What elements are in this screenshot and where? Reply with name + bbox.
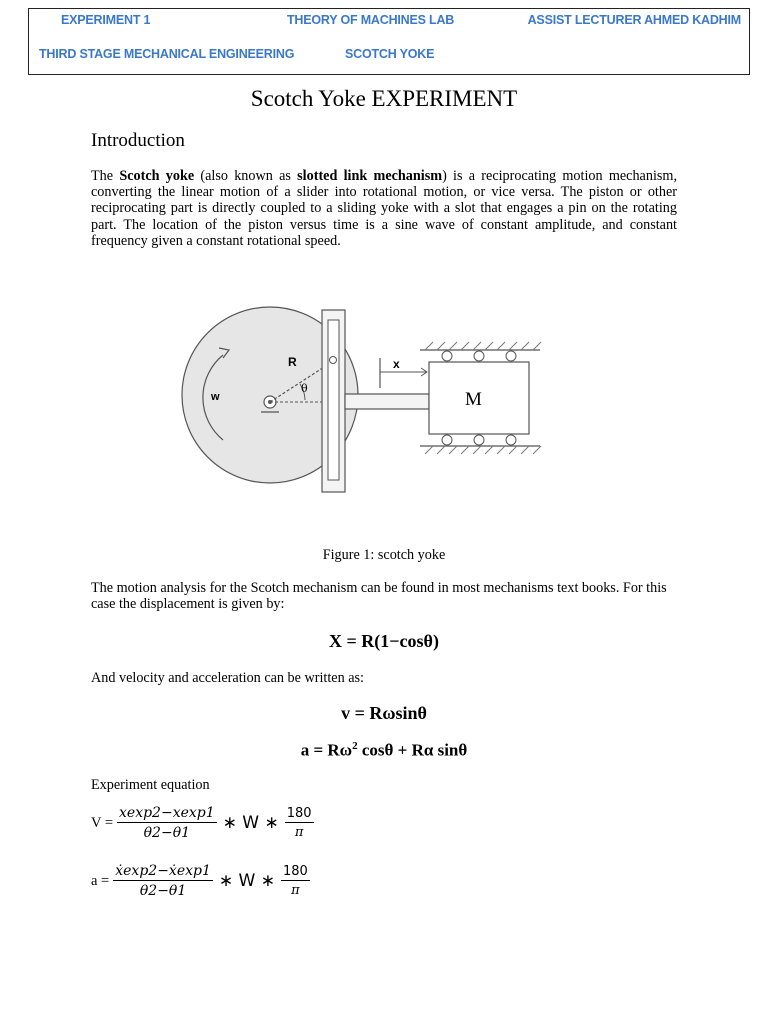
scotch-yoke-figure — [175, 300, 555, 500]
acceleration-equation: $a = R\omega^2$ cosθ + Rα sinθ — [300, 740, 468, 760]
header-lab-name: THEORY OF MACHINES LAB — [287, 13, 455, 27]
page-header — [28, 8, 750, 75]
label-x: x — [393, 357, 400, 371]
term-scotch-yoke: Scotch yoke — [119, 168, 195, 184]
displacement-equation: X = R(1−cosθ) — [329, 631, 439, 651]
a-numerator: ẋexp2−ẋexp1 — [115, 863, 211, 879]
figure-caption: Figure 1: scotch yoke — [322, 547, 446, 563]
acceleration-experiment-equation — [91, 863, 314, 899]
label-theta: θ — [301, 382, 308, 395]
label-r: R — [288, 355, 297, 369]
header-experiment-number: EXPERIMENT 1 — [61, 13, 151, 27]
term-slotted-link: slotted link mechanism — [297, 168, 443, 184]
a-fraction — [113, 863, 213, 899]
page-title: Scotch Yoke EXPERIMENT — [250, 86, 518, 111]
v-lhs: V = — [91, 814, 114, 831]
a-conversion-fraction: $\frac{180}{\pi}$ — [282, 864, 308, 898]
header-lecturer: ASSIST LECTURER AHMED KADHIM — [527, 13, 741, 27]
piston-rod — [345, 394, 429, 409]
header-topic: SCOTCH YOKE — [345, 47, 435, 61]
v-numerator: xexp2−xexp1 — [119, 805, 215, 821]
velocity-experiment-equation — [91, 805, 318, 841]
v-denominator: θ2−θ1 — [143, 825, 191, 841]
experiment-equation-heading: Experiment equation — [91, 777, 210, 793]
a-lhs: a = — [91, 872, 110, 889]
introduction-paragraph: The Scotch yoke (also known as slotted link mechanism) is a reciprocating motion mechanism, converting the linear motion of a slider into rotational motion, or vice versa. The piston or other reciprocating part is directly coupled to a sliding yoke with a slot that engages a pin on the rotating part. The location of the piston versus time is a sine wave of constant amplitude, and constant frequency given a constant rotational speed. — [91, 168, 677, 249]
label-w: w — [211, 391, 220, 403]
analysis-paragraph: The motion analysis for the Scotch mechanism can be found in most mechanisms text books. For this case the displacement is given by: — [91, 580, 667, 613]
v-fraction — [117, 805, 217, 841]
slot-pin-icon — [330, 357, 337, 364]
velocity-intro-text: And velocity and acceleration can be written as: — [91, 670, 364, 686]
velocity-equation: v = Rωsinθ — [341, 703, 427, 723]
a-multiplier: ∗ W ∗ — [218, 871, 275, 891]
section-heading-introduction: Introduction — [91, 130, 185, 151]
label-m: M — [465, 389, 482, 410]
header-stage: THIRD STAGE MECHANICAL ENGINEERING — [39, 47, 295, 61]
a-denominator: θ2−θ1 — [139, 883, 187, 899]
v-conversion-fraction: $\frac{180}{\pi}$ — [286, 806, 312, 840]
v-multiplier: ∗ W ∗ — [222, 813, 279, 833]
